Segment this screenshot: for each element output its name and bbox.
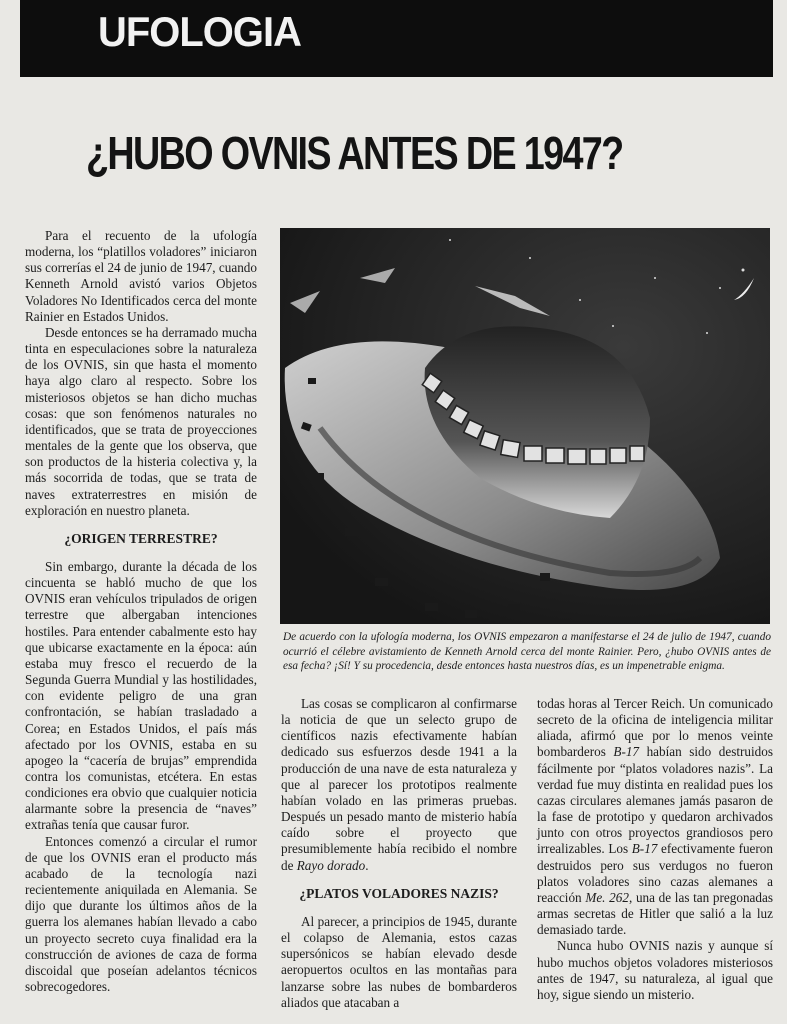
paragraph-text: , una de las tan pregonadas armas secretas de Hitler que salió a la luz demasiado tarde. [537, 889, 773, 938]
paragraph [281, 696, 517, 874]
paragraph-text: todas horas al Tercer Reich. Un comunicado secreto de la oficina de inteligencia militar aliada, afirmó que por lo menos veinte bombarderos [537, 696, 773, 760]
aircraft-me262: Me. 262 [585, 889, 629, 905]
flying-saucer-image [280, 228, 770, 624]
punctuation: . [365, 857, 369, 873]
ufo-illustration [280, 228, 770, 624]
section-title: UFOLOGIA [98, 8, 301, 55]
article-column-3 [537, 696, 773, 1003]
paragraph: Al parecer, a principios de 1945, durante el colapso de Alemania, estos cazas supersónicos se habían elevado desde aeropuertos ocultos en las montañas para lanzarse sobre las nubes de bombarderos aliados que atacaban a [281, 913, 517, 1010]
paragraph: Entonces comenzó a circular el rumor de que los OVNIS eran el producto más acabado de la tecnología nazi recientemente aniquilada en Alemania. Se dijo que durante los últimos años de la guerra los alemanes habían llevado a cabo un proyecto secreto cuya finalidad era la construcción de aviones de caza de forma discoidal que poseían adelantos técnicos sobrecogedores. [25, 833, 257, 995]
paragraph-text: Las cosas se complicaron al confirmarse la noticia de que un selecto grupo de científicos nazis efectivamente habían dedicado sus esfuerzos desde 1941 a la producción de una nave de esta naturaleza y que al parecer los prototipos realmente habían volado en las primeras pruebas. Después un pesado manto de misterio había caído sobre el proyecto que presumiblemente había recibido el nombre de [281, 696, 517, 873]
paragraph-text: efectivamente fueron destruidos pero sus verdugos no fueron platos voladores sino cazas alemanes a reacción [537, 841, 773, 905]
subheading-platos-voladores-nazis: ¿PLATOS VOLADORES NAZIS? [299, 885, 499, 901]
paragraph: Nunca hubo OVNIS nazis y aunque sí hubo muchos objetos voladores misteriosos antes de 1947, su naturaleza, al igual que hoy, sigue siendo un misterio. [537, 938, 773, 1002]
project-name-rayo-dorado: Rayo dorado [296, 857, 366, 873]
paragraph [537, 696, 773, 938]
article-column-2 [281, 696, 517, 1011]
section-banner [20, 0, 773, 77]
paragraph: Sin embargo, durante la década de los cincuenta se habló mucho de que los OVNIS eran vehículos tripulados de origen terrestre que albergaban intenciones hostiles. Para entender cabalmente esto hay que ubicarse exactamente en la época: aún estaba muy fresco el recuerdo de la Segunda Guerra Mundial y las hostilidades, con evidente peligro de una gran confrontación, se habían trasladado a Corea; en Estados Unidos, el país más afectado por los OVNIS, estaba en su apogeo la “cacería de brujas” emprendida contra los comunistas, etcétera. En estas condiciones era obvio que cualquier noticia alarmante sobre la presencia de “naves” extrañas tenía que causar furor. [25, 558, 257, 833]
figure-caption: De acuerdo con la ufología moderna, los OVNIS empezaron a manifestarse el 24 de julio de 1947, cuando ocurrió el célebre avistamiento de Kenneth Arnold cerca del monte Rainier. Pero, ¿hubo OVNIS antes de esa fecha? ¡Sí! Y su procedencia, desde entonces hasta nuestros días, es un impenetrable enigma. [283, 631, 771, 672]
article-column-1 [25, 228, 257, 995]
paragraph: Para el recuento de la ufología moderna, los “platillos voladores” iniciaron sus correrías el 24 de junio de 1947, cuando Kenneth Arnold avistó varios Objetos Voladores No Identificados cerca del monte Rainier en Estados Unidos. [25, 228, 257, 324]
article-headline: ¿HUBO OVNIS ANTES DE 1947? [86, 127, 623, 179]
paragraph: Desde entonces se ha derramado mucha tinta en especulaciones sobre la naturaleza de los OVNIS, sin que hasta el momento haya algo claro al respecto. Sobre los misteriosos objetos se han dicho muchas cosas: que son fenómenos naturales no identificados, que se trata de proyecciones mentales de la gente que los observa, que son productos de la histeria colectiva y, la más socorrida de todas, que se trata de naves extraterrestres en misión de exploración en nuestro planeta. [25, 324, 257, 518]
aircraft-b17: B-17 [631, 841, 658, 857]
aircraft-b17: B-17 [613, 744, 640, 760]
subheading-origen-terrestre: ¿ORIGEN TERRESTRE? [64, 530, 218, 546]
paragraph-text: habían sido destruidos fácilmente por “platos voladores nazis”. La verdad fue muy distinta en realidad pues los cazas circulares alemanes jamás pasaron de la fase de prototipo y quedaron archivados junto con otros proyectos grandiosos pero irrealizables. Los [537, 744, 773, 857]
